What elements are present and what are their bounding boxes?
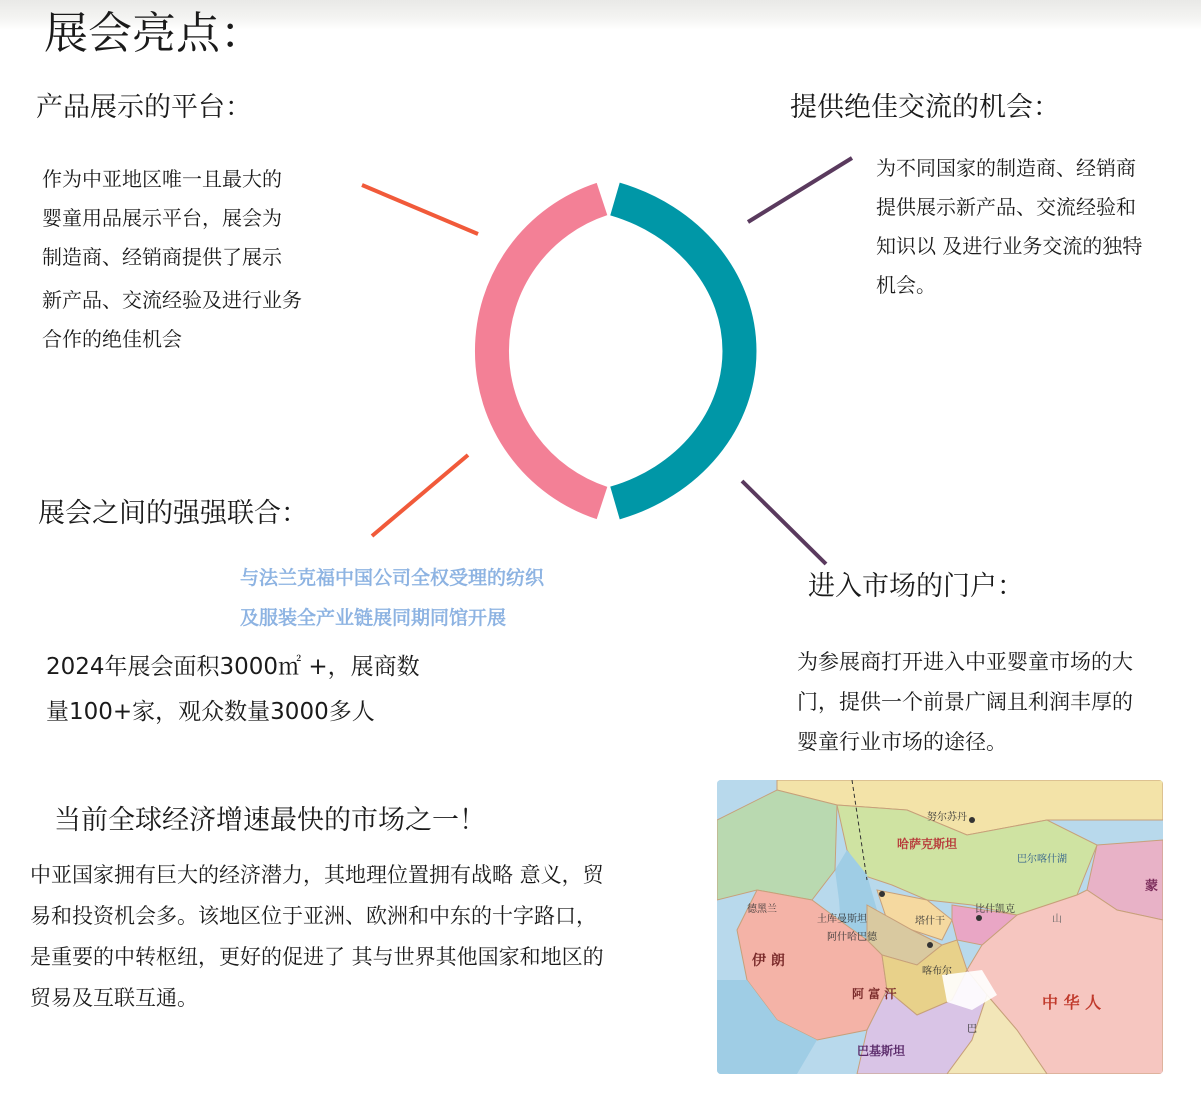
growth-line: 贸易及互联互通。 [30,986,198,1010]
gateway-heading: 进入市场的门户： [808,571,1024,602]
gateway-line: 为参展商打开进入中亚婴童市场的大 [797,650,1133,674]
alliance-note [240,558,544,638]
map-label-mongolia: 蒙 [1145,879,1159,894]
exchange-heading: 提供绝佳交流的机会： [790,92,1060,123]
platform-text [42,160,302,359]
alliance-stats [46,645,420,735]
map-label-lake: 巴尔喀什湖 [1017,854,1067,865]
central-asia-map [717,780,1163,1074]
map-label-tehran: 德黑兰 [747,904,777,915]
exchange-line: 机会。 [876,273,936,297]
alliance-stats-line: 2024年展会面积3000㎡ +，展商数 [46,654,420,680]
gateway-line: 婴童行业市场的途径。 [797,730,1007,754]
map-label-ashgabat: 阿什哈巴德 [827,932,877,943]
map-label-tashkent: 塔什干 [915,916,945,927]
alliance-heading: 展会之间的强强联合： [38,498,308,529]
platform-line: 制造商、经销商提供了展示 [42,245,282,269]
map-label-kabul: 喀布尔 [922,966,952,977]
growth-text [30,855,604,1019]
exchange-line: 提供展示新产品、交流经验和 [876,195,1136,219]
platform-line: 新产品、交流经验及进行业务 [42,288,302,312]
alliance-note-line: 与法兰克福中国公司全权受理的纺织 [240,567,545,589]
exchange-text [876,149,1142,305]
platform-line: 作为中亚地区唯一且最大的 [42,167,282,191]
gateway-line: 门，提供一个前景广阔且利润丰厚的 [797,690,1133,714]
map-label-bishkek: 比什凯克 [975,904,1015,915]
map-label-turkmenistan: 土库曼斯坦 [817,914,867,925]
map-label-astana: 努尔苏丹 [927,812,967,823]
platform-line: 婴童用品展示平台，展会为 [42,206,282,230]
growth-line: 是重要的中转枢纽，更好的促进了 其与世界其他国家和地区的 [30,945,604,969]
gateway-text [797,642,1133,762]
growth-line: 易和投资机会多。该地区位于亚洲、欧洲和中东的十字路口， [30,904,597,928]
map-label-pakistan: 巴基斯坦 [857,1044,906,1058]
exchange-line: 为不同国家的制造商、经销商 [876,156,1136,180]
map-label-afghanistan: 阿 富 汗 [852,987,897,1001]
ring-left-arc [492,199,602,503]
growth-heading: 当前全球经济增速最快的市场之一！ [54,805,486,836]
alliance-note-line: 及服装全产业链展同期同馆开展 [240,607,507,629]
connector-gateway [742,481,826,564]
connector-alliance [372,455,468,536]
platform-line: 合作的绝佳机会 [42,327,182,351]
alliance-stats-line: 量100+家，观众数量3000多人 [46,699,375,725]
map-label-ghazni: 巴 [967,1024,977,1035]
exchange-line: 知识以 及进行业务交流的独特 [876,234,1143,258]
platform-heading: 产品展示的平台： [36,92,252,123]
page-title: 展会亮点： [44,8,264,59]
map-label-iran: 伊 朗 [752,953,785,969]
connector-exchange [748,158,852,222]
map-label-china: 中 华 人 [1042,993,1102,1012]
ring-right-arc [615,199,739,503]
growth-line: 中亚国家拥有巨大的经济潜力，其地理位置拥有战略 意义，贸 [30,863,604,887]
connector-platform [362,185,478,234]
map-label-kazakhstan: 哈萨克斯坦 [897,837,958,851]
map-label-mountain: 山 [1052,914,1062,925]
